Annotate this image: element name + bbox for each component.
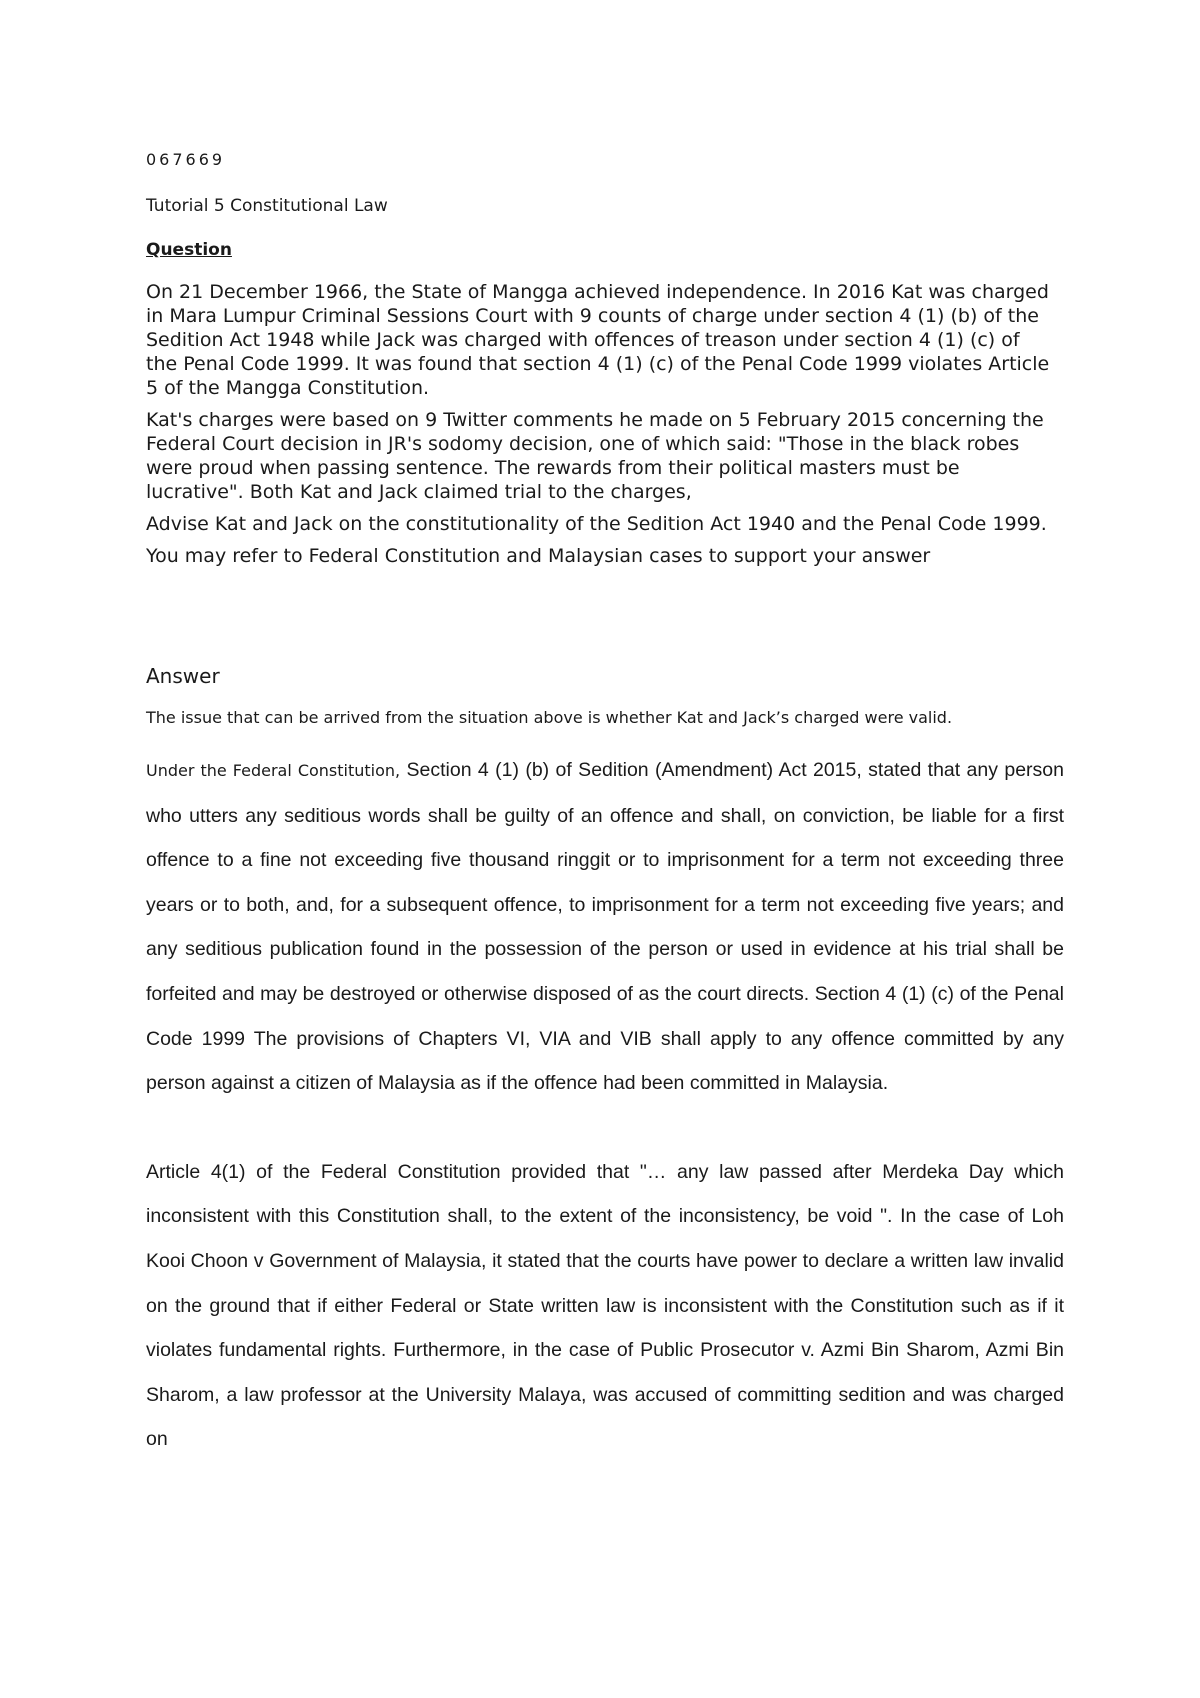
document-title: Tutorial 5 Constitutional Law — [146, 196, 388, 216]
answer-body — [146, 748, 1064, 1462]
question-paragraph: Kat's charges were based on 9 Twitter comments he made on 5 February 2015 concerning the Federal Court decision in JR's sodomy decision, one of which said: "Those in the black robes were proud when passing sentence. The rewards from their political masters must be lucrative". Both Kat and Jack claimed trial to the charges, — [146, 409, 1044, 503]
question-section — [146, 280, 1056, 576]
answer-paragraph-lead: Under the Federal Constitution, — [146, 761, 401, 780]
answer-paragraph — [146, 748, 1064, 1106]
question-paragraph: On 21 December 1966, the State of Mangga achieved independence. In 2016 Kat was charged in Mara Lumpur Criminal Sessions Court with 9 counts of charge under section 4 (1) (b) of the Sedition Act 1948 while Jack was charged with offences of treason under section 4 (1) (c) of the Penal Code 1999. It was found that section 4 (1) (c) of the Penal Code 1999 violates Article 5 of the Mangga Constitution. — [146, 281, 1050, 399]
question-heading: Question — [146, 240, 232, 260]
question-paragraph: You may refer to Federal Constitution and Malaysian cases to support your answer — [146, 545, 931, 567]
paragraph-spacer — [146, 1106, 1064, 1150]
answer-paragraph-text: Section 4 (1) (b) of Sedition (Amendment) Act 2015, stated that any person who utters any seditious words shall be guilty of an offence and shall, on conviction, be liable for a first offence to a fine not exceeding five thousand ringgit or to imprisonment for a term not exceeding three years or to both, and, for a subsequent offence, to imprisonment for a term not exceeding five years; and any seditious publication found in the possession of the person or used in evidence at his trial shall be forfeited and may be destroyed or otherwise disposed of as the court directs. Section 4 (1) (c) of the Penal Code 1999 The provisions of Chapters VI, VIA and VIB shall apply to any offence committed by any person against a citizen of Malaysia as if the offence had been committed in Malaysia. — [146, 759, 1064, 1095]
document-id: 067669 — [146, 150, 226, 169]
answer-heading: Answer — [146, 664, 220, 688]
answer-issue-statement: The issue that can be arrived from the situation above is whether Kat and Jack’s charged were valid. — [146, 708, 953, 727]
question-paragraph: Advise Kat and Jack on the constitutionality of the Sedition Act 1940 and the Penal Code 1999. — [146, 513, 1047, 535]
answer-paragraph: Article 4(1) of the Federal Constitution provided that "… any law passed after Merdeka Day which inconsistent with this Constitution shall, to the extent of the inconsistency, be void ". In the case of Loh Kooi Choon v Government of Malaysia, it stated that the courts have power to declare a written law invalid on the ground that if either Federal or State written law is inconsistent with the Constitution such as if it violates fundamental rights. Furthermore, in the case of Public Prosecutor v. Azmi Bin Sharom, Azmi Bin Sharom, a law professor at the University Malaya, was accused of committing sedition and was charged on — [146, 1160, 1064, 1451]
